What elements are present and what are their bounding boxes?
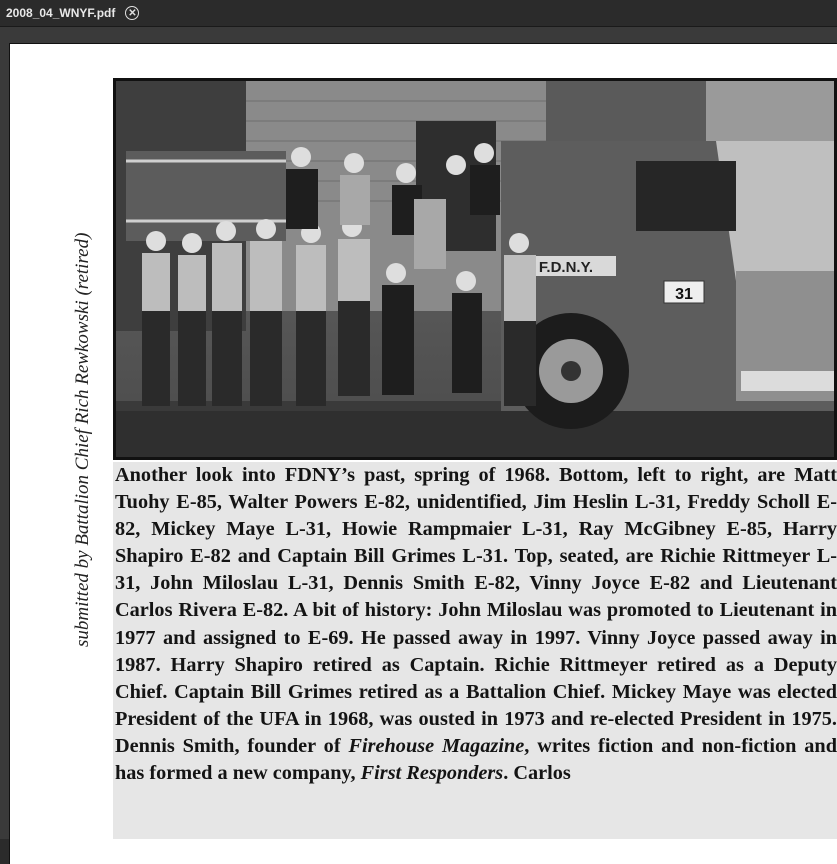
historic-photo — [113, 78, 837, 460]
company-title: First Responders — [360, 762, 504, 785]
caption-text — [113, 462, 837, 787]
fdny-sign: F.D.N.Y. — [538, 259, 594, 276]
close-icon[interactable]: ✕ — [125, 6, 139, 20]
photo-caption — [113, 462, 837, 839]
tab-bar — [0, 0, 837, 27]
magazine-title: Firehouse Magazine — [348, 734, 525, 757]
firefighters-photo-icon — [116, 81, 834, 457]
tab-title[interactable]: 2008_04_WNYF.pdf — [6, 6, 116, 20]
company-number-sign: 31 — [675, 286, 693, 303]
caption-part-1: Another look into FDNY’s past, spring of 1968. Bottom, left to right, are Matt Tuohy E-85, Walter Powers E-82, unidentified, Jim Heslin L-31, Freddy Scholl E-82, Mickey Maye L-31, Howie Rampmaier L-31, Ray McGibney E-85, Harry Shapiro E-82 and Captain Bill Grimes L-31. Top, seated, are Richie Rittmeyer L-31, John Miloslau L-31, Dennis Smith E-82, Vinny Joyce E-82 and Lieutenant Carlos Rivera E-82. A bit of history: John Miloslau was promoted to Lieutenant in 1977 and assigned to E-69. He passed away in 1997. Vinny Joyce passed away in 1987. Harry Shapiro retired as Captain. Richie Rittmeyer retired as a Deputy Chief. Captain Bill Grimes retired as a Battalion Chief. Mickey Maye was elected President of the UFA in 1968, was ousted in 1973 and re-elected President in 1975. Dennis Smith, founder of — [115, 464, 837, 757]
caption-part-2: , writes fiction and non-fiction and has formed a new company, — [115, 734, 837, 785]
photo-credit: submitted by Battalion Chief Rich Rewkowski (retired) — [72, 232, 93, 647]
caption-part-3: . Carlos — [503, 762, 571, 785]
document-tab[interactable] — [0, 0, 145, 26]
